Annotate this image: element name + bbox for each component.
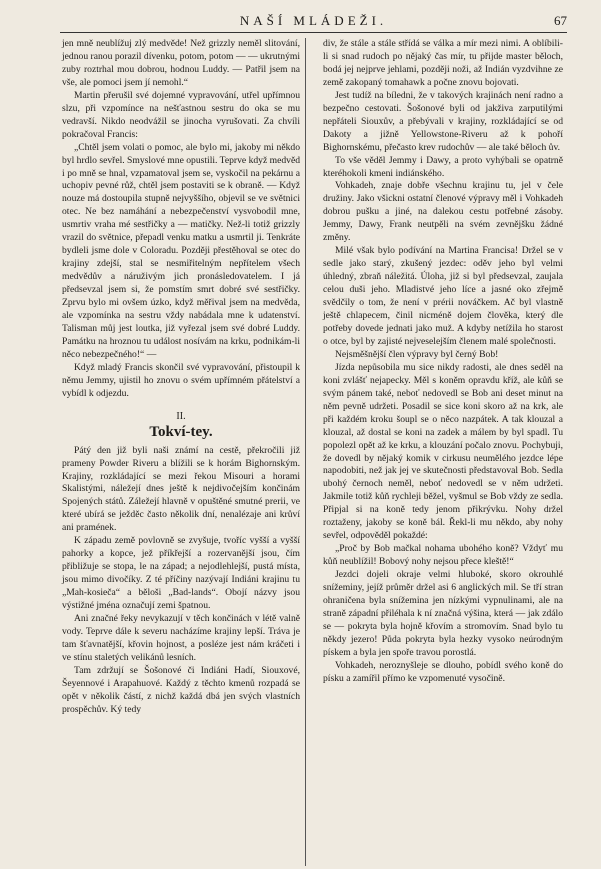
section-title: Tokví-tey.: [149, 423, 213, 440]
paragraph: div, že stále a stále střídá se válka a mír mezi nimi. A oblíbili-li si snad rudoch po nějaký čas mír, tu přijde master běloch, bodá jej nejprve jehlami, později noži, až Indián vyzdvihne ze země zakopaný tomahawk a počne znovu bojovati.: [323, 38, 563, 88]
paragraph: Nejsměšnější člen výpravy byl černý Bob!: [335, 348, 499, 360]
paragraph: Pátý den již byli naši známí na cestě, překročili již prameny Powder Riveru a blížili se k horám Bighornským. Krajiny, rozkládající se mezi řekou Misouri a horami Skalistými, náležejí dnes ještě k nejdivočejším končinám Spojených států. Záležejí hlavně v opuštěné smutné prerii, ve které ubírá se ježděc často několik dní, nenalézaje ani krůví ani pramének.: [62, 444, 300, 534]
paragraph: Tam zdržují se Šošonové či Indiáni Hadí, Siouxové, Šeyennové i Arapahuové. Každý z těchto kmenů rozpadá se opět v několik částí, z nichž každá dbá jen svých vlastních prospěchův. Ký tedy: [62, 664, 300, 715]
paragraph: Když mladý Francis skončil své vypravování, přistoupil k němu Jemmy, ujistil ho znovu o svém upřímném přátelství a vybídl k odjezdu.: [62, 361, 300, 399]
section-number: II.: [176, 410, 186, 422]
paragraph: Ani značné řeky nevykazují v těch končinách v létě valně vody. Teprve dále k severu nacházíme krajiny lepší. Tráva je tam šťavnatější, křovin hojnost, a posléze jest nám kráčeti i ve stínu staletých velikánů lesních.: [62, 612, 300, 663]
header-title: NAŠÍ MLÁDEŽI.: [239, 13, 388, 28]
left-column: [62, 38, 300, 717]
paragraph: Jezdci dojeli okraje velmi hluboké, skoro okrouhlé snížeminy, jejíž průměr držel asi 6 anglických mil. Se tří stran ohraničena byla snížemina jen nízkými vypnulinami, ale na straně západní přiléhala k ní značná výšina, která — jak zdálo se — pokryta byla hojně křovím a stromovím. Snad bylo tu někdy jezero! Půda pokryta byla hezky vysoko neúrodným pískem a byla jen spoře travou porostlá.: [323, 569, 563, 658]
running-header: [60, 10, 567, 33]
paragraph: Martin přerušil své dojemné vypravování, utřel upřímnou slzu, při vzpomínce na nešťastnou sestru do oka se mu vedravší. Nikdo neodvážil se jinocha vyrušovati. Za chvíli pokračoval Francis:: [62, 89, 300, 140]
paragraph: Jízda nepůsobila mu sice nikdy radosti, ale dnes seděl na koni zvlášť nejapecky. Měl s koněm opravdu kříž, ale kůň se svým pánem také, neboť nedovedl se Bob ani deset minut na něm pevně udržeti. Posadil se sice koni skoro až na krk, ale při každém kroku šoupl se o něco nazpátek. A tak klouzal a klouzal, až dostal se koni na zadek a málem by byl spadl. Tu popolezl opět až ke krku, a klouzání počalo znovu. Pochybuji, že dovedl by nějaký komik v cirkusu neumělého jezdce lépe napodobiti, než jak jej ve skutečnosti představoval Bob. Sedla ubohý černoch neměl, neboť nedovedl se v něm udržeti. Jakmile totiž kůň rychleji běžel, vyšmul se Bob vždy ze sedla. Připjal si na koně tedy jenom přikrývku. Nohy držel roztaženy, jakoby se koně bál. Řekl-li mu někdo, aby nohy sevřel, odpověděl pokaždé:: [323, 361, 563, 542]
column-divider: [305, 38, 306, 866]
paragraph: Jest tudíž na bíledni, že v takových krajinách není radno a bezpečno cestovati. Šošonové byli od jakživa zarputilými nepřáteli Siouxův, a přebývali v krajiny, rozkládající se od Dakoty a jižně Yellowstone-Riveru až k pohoří Bighornskému, přečasto krev rudochův — ale také běloch ův.: [323, 89, 563, 153]
paragraph: Vohkadeh, neroznyšleje se dlouho, pobídl svého koně do písku a zamířil přímo ke vzpomenuté vysočině.: [323, 659, 563, 684]
right-column: [323, 38, 563, 686]
paragraph: „Proč by Bob mačkal nohama ubohého koně? Vždyť mu kůň neublížil! Bobový nohy nejsou přece kleště!“: [323, 543, 563, 568]
paragraph: Vohkadeh, znaje dobře všechnu krajinu tu, jel v čele družiny. Jako všickni ostatní členové výpravy měl i Vohkadeh dobrou pušku a jiné, na dalekou cestu potřebné zásoby. Jemmy, Dawy, Frank neutpěli na svém zevnějšku žádné změny.: [323, 180, 563, 244]
paragraph: Milé však bylo podívání na Martina Francisa! Držel se v sedle jako starý, zkušený jezdec: oděv jeho byl velmi úhledný, zbraň náležitá. Úloha, již si byl předsevzal, zaujala celou duši jeho. Mladistvé jeho líce a jasné oko zřejmě svědčily o tom, že není v prérii nováčkem. Ač byl vlastně ještě chlapecem, činil nicméně dojem člověka, který dle potřeby dovede jednati jako muž. A kdyby netížila ho starost o otce, byl by zajisté nejveselejším členem malé společnosti.: [323, 245, 563, 347]
paragraph: K západu země povlovně se zvyšuje, tvoříc vyšší a vyšší pahorky a kopce, jež příkřejší a rozervanější jsou, čím přibližuje se stopa, le na západ; a nejodlehlejší, pustá místa, jsou mimo divočíky. Z té příčiny nazývají Indiáni krajinu tu „Mah-kosieča“ a běloši „Bad-lands“. Obojí názvy jsou výstižné jména označují zemi špatnou.: [62, 535, 300, 612]
page-number: 67: [554, 13, 567, 28]
paragraph: „Chtěl jsem volati o pomoc, ale bylo mi, jakoby mi někdo byl hrdlo sevřel. Smyslové mne opustili. Teprve když medvěd i po mně se hnal, vzpamatoval jsem se, vyskočil na pekárnu a uchopiv pevné růž, chtěl jsem postaviti se k obraně. — Když nouze má dostoupila stupně nejvyššího, objevil se ve světnici otec. Ne bez namáhání a nebezpečenství vysvobodil mne, usmrtiv vraha mé sestřičky a — matičky. Než-li totiž grizzly vrazil do světnice, přepadl venku matku a usmrtil ji. Tenkráte bydleli jsme dole v Coloradu. Později přestěhoval se otec do krajiny zdejší, stal se nesmiřitelným nepřítelem všech medvědův a náruživým jich pronásledovatelem. I já předsevzal jsem si, že pomstím smrt dobré své sestřičky. Zprvu bylo mi ovšem úzko, když měřival jsem na medvěda, ale vzpomínka na sestru vždy nabádala mne k udatenství. Talisman můj jest loutka, již vyřezal jsem své dobré Luddy. Památku na hroznou tu událost nosívám na krku, podnikám-li něco nebezpečného!“ —: [62, 141, 300, 360]
paragraph: jen mně neublížuj zlý medvěde! Než grizzly neměl slitování, jednou ranou porazil dívenku, potom, potom — — ukrutnými zuby roztrhal mou dobrou, hodnou Luddy. — Patřil jsem na vše, ale pomoci jsem jí nemohl.“: [62, 38, 300, 88]
paragraph: To vše věděl Jemmy i Dawy, a proto vyhýbali se opatrně kteréhokoli kmeni indiánského.: [323, 154, 563, 179]
